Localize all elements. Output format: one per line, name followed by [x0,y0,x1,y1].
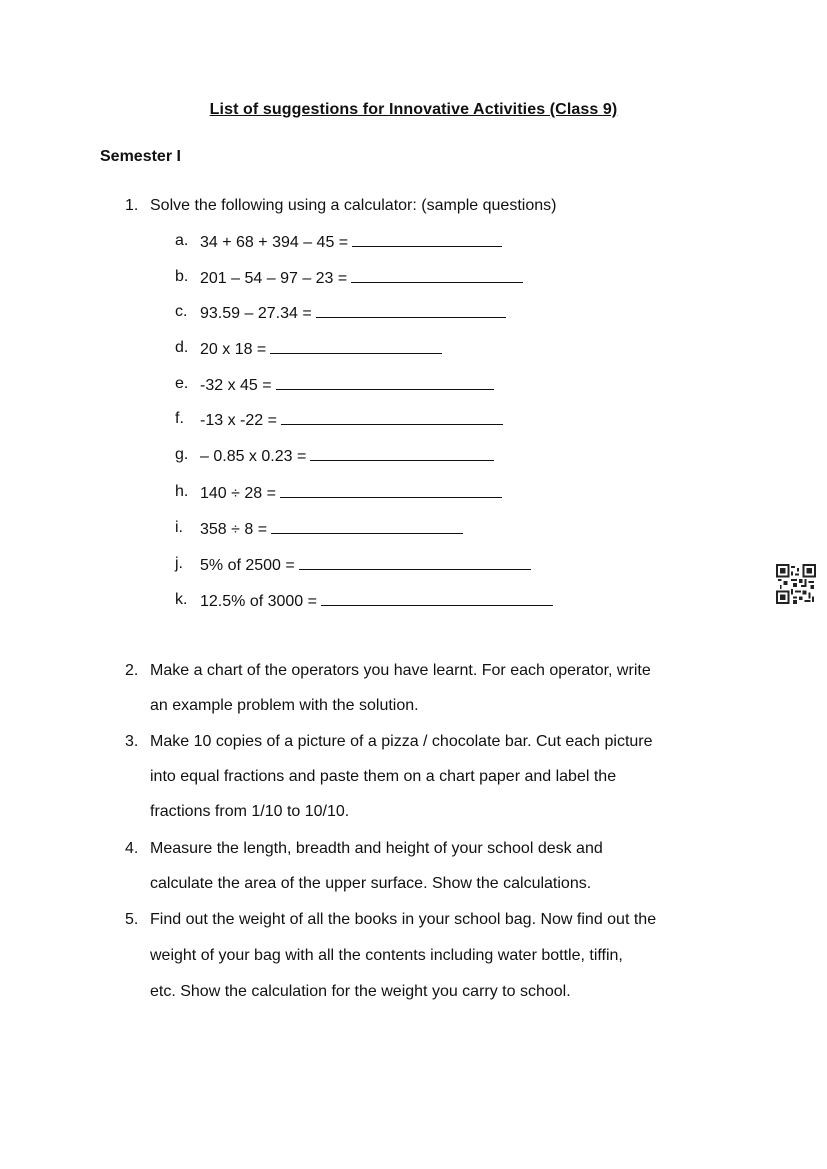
answer-blank [316,303,506,318]
item-letter: i. [175,519,183,536]
answer-blank [321,591,553,606]
question-number: 5. [125,911,139,928]
answer-blank [352,232,502,247]
item-letter: k. [175,591,188,608]
question-text: Solve the following using a calculator: (sample questions) [150,197,557,214]
item-expression: 358 ÷ 8 = [200,521,268,538]
answer-blank [281,410,503,425]
question-line: Make a chart of the operators you have learnt. For each operator, write [150,662,651,679]
question-line: calculate the area of the upper surface. Show the calculations. [150,875,592,892]
question-line: weight of your bag with all the contents including water bottle, tiffin, [150,947,623,964]
item-letter: h. [175,483,189,500]
item-letter: e. [175,375,189,392]
answer-blank [271,519,463,534]
answer-blank [310,446,494,461]
item-letter: a. [175,232,189,249]
question-line: Measure the length, breadth and height of your school desk and [150,840,603,857]
answer-blank [276,375,494,390]
question-number: 2. [125,662,139,679]
question-line: into equal fractions and paste them on a chart paper and label the [150,768,617,785]
item-expression: -32 x 45 = [200,377,272,394]
answer-blank [270,339,442,354]
answer-blank [280,483,502,498]
item-expression: 20 x 18 = [200,341,267,358]
item-letter: f. [175,410,184,427]
item-expression: 12.5% of 3000 = [200,593,317,610]
item-expression: – 0.85 x 0.23 = [200,448,307,465]
item-letter: b. [175,268,189,285]
answer-blank [299,555,531,570]
item-expression: 140 ÷ 28 = [200,485,276,502]
item-expression: 5% of 2500 = [200,557,295,574]
question-line: etc. Show the calculation for the weight you carry to school. [150,983,571,1000]
item-expression: 93.59 – 27.34 = [200,305,312,322]
question-line: Make 10 copies of a picture of a pizza / chocolate bar. Cut each picture [150,733,653,750]
question-line: fractions from 1/10 to 10/10. [150,803,350,820]
item-expression: -13 x -22 = [200,412,277,429]
item-letter: d. [175,339,189,356]
answer-blank [351,268,523,283]
item-expression: 201 – 54 – 97 – 23 = [200,270,348,287]
question-line: Find out the weight of all the books in your school bag. Now find out the [150,911,657,928]
item-letter: g. [175,446,189,463]
item-expression: 34 + 68 + 394 – 45 = [200,234,349,251]
item-letter: c. [175,303,188,320]
page-title: List of suggestions for Innovative Activities (Class 9) [209,101,618,118]
question-number: 3. [125,733,139,750]
question-line: an example problem with the solution. [150,697,419,714]
question-number: 4. [125,840,139,857]
semester-heading: Semester I [100,148,181,165]
item-letter: j. [175,555,183,572]
qr-code-icon [776,564,816,604]
question-number: 1. [125,197,139,214]
